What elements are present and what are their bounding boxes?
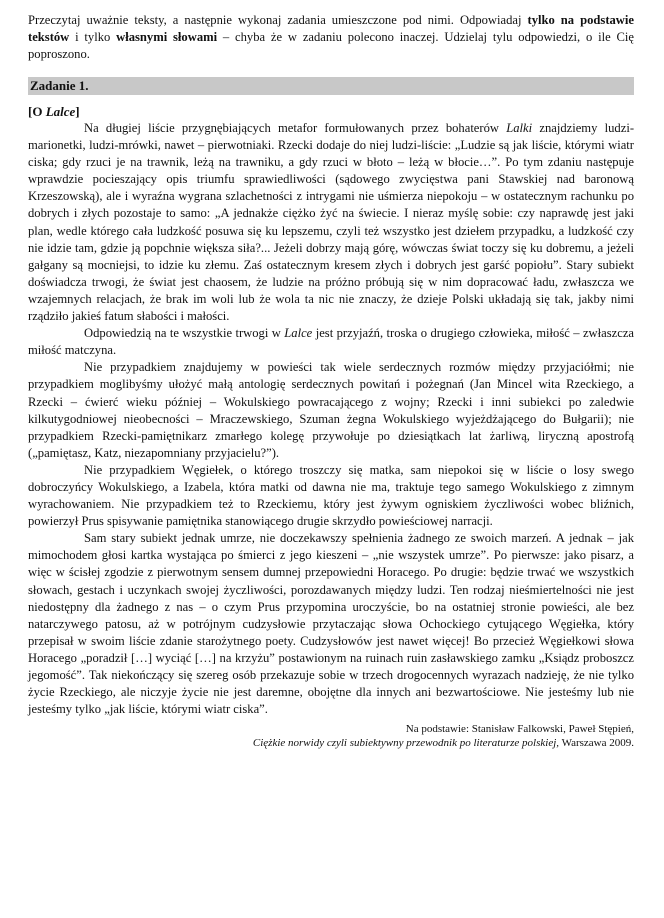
paragraph-2-work: Lalce (284, 326, 313, 341)
article-title (28, 103, 634, 120)
source-place-year: Warszawa 2009. (559, 737, 634, 750)
source-book-title: Ciężkie norwidy czyli subiektywny przewodnik po literaturze polskiej, (252, 737, 560, 750)
paragraph-2-b: jest przyjaźń, troska o drugiego człowieka, miłość – zwłaszcza miłość matczyna. (28, 326, 634, 358)
article-title-work: Lalce (45, 104, 76, 119)
paragraph-1-b: znajdziemy ludzi-marionetki, ludzi-mrówki, nawet – pierwotniaki. Rzecki dodaje do niej ludzi-liście: „Ludzie są jak liście, którymi wiatr ciska; gdy rzuci je na trawnik, leżą na trawniku, a gdy rzuci w błoto – leżą w błocie…”. Po tym zdaniu następuje wprawdzie pocieszający opis triumfu sprawiedliwości (sądowego zwycięstwa pani Stawskiej nad baronową Krzeszowską), ale i wyraźna wygrana szlachetności z intrygami nie uśmierza niepokoju – w ostatecznym rachunku po dobrych i złych pozostaje to samo: „A jednakże ciężko żyć na świecie. I nieraz myślę sobie: czy naprawdę jest jaki plan, wedle którego cała ludzkość posuwa się ku lepszemu, czyli też wszystko jest dziełem przypadku, a ludzkość czy nie idzie tam, gdzie ją popchnie większa siła?... Jeżeli dobrzy mają górę, wówczas świat toczy się ku dobremu, a jeżeli gałgany są mocniejsi, to idzie ku złemu. Zaś ostatecznym kresem złych i dobrych jest garść popiołu”. Stary subiekt doświadcza trwogi, że świat jest chaosem, że ludzie na próżno próbują się w nim dopracować ładu, zwłaszcza we wzajemnych relacjach, że brak im woli lub że wola ta nic nie znaczy, że dzieje Polski układają się tak, jakby nimi rządziło jakieś fatum słabości i małości. (28, 121, 635, 324)
paragraph-3: Nie przypadkiem znajdujemy w powieści tak wiele serdecznych rozmów między przyjaciółmi; nie przypadkiem moglibyśmy ułożyć małą antologię serdecznych powitań i pożegnań (Jan Mincel wita Rzeckiego, a Rzecki – ćwierć wieku później – Wokulskiego powracającego z wojny; Rzecki i inni subiekci po zaledwie kilkutygodniowej nieobecności – Mraczewskiego, Szuman żegna Wokulskiego wyjeżdżającego do Bułgarii); nie przypadkiem Rzecki-pamiętnikarz zmarłego kolegę przywołuje po dziesiątkach lat żarliwą, liryczną apostrofą („pamiętasz, Katz, niezapomniany przyjacielu?”). (28, 360, 634, 460)
paragraph-1 (28, 120, 634, 325)
paragraph-2-a: Odpowiedzią na te wszystkie trwogi w (84, 326, 285, 341)
paragraph-5: Sam stary subiekt jednak umrze, nie doczekawszy spełnienia żadnego ze swoich marzeń. A jednak – jak mimochodem głosi kartka wystająca po śmierci z jego kieszeni – „nie wszystek umrze”. Po pierwsze: jako pisarz, a więc w ścisłej zgodzie z pierwotnym sensem dumnej przepowiedni Horacego. Po drugie: będzie trwać we wszystkich słowach, gestach i uczynkach swojej życzliwości, porozdawanych między ludzi. Ten rodzaj nieśmiertelności nie jest niedostępny dla żadnego z nas – o czym Prus przypomina uroczyście, bo na ostatniej stronie powieści, ale bez natarczywego patosu, aż w potrójnym cudzysłowie przytaczając słowa Ochockiego cytującego Węgiełka, który przepisał w swoim liście zdanie starożytnego poety. Cudzysłowów jest nawet więcej! Bo przecież Węgiełkowi słowa Horacego „poradził […] wyciąć […] na krzyżu” postawionym na ruinach ruin zasławskiego zamku „Ksiądz proboszcz jegomość”. Tak niekończący się szereg osób przekazuje sobie w trzech drogocennych wyrazach nadzieję, że nie tylko życie Rzeckiego, ale niczyje życie nie jest daremne, obojętne dla innych ani bezwartościowe. Nie jesteśmy lub nie jesteśmy tylko „jak liście, którymi wiatr ciska”. (28, 531, 634, 717)
article-body (28, 120, 634, 718)
paragraph-1-a: Na długiej liście przygnębiających metafor formułowanych przez bohaterów (84, 121, 507, 135)
source-citation (28, 722, 634, 750)
task-header: Zadanie 1. (28, 77, 634, 95)
paragraph-2 (28, 325, 634, 359)
instructions (28, 12, 634, 63)
instructions-bold-2: własnymi słowami (116, 30, 218, 44)
paragraph-4: Nie przypadkiem Węgiełek, o którego troszczy się matka, sam niepokoi się w liście o losy swego dobroczyńcy Wokulskiego, a Izabela, która matki od dawna nie ma, traktuje tego samego Wokulskiego z zimnym wyrachowaniem. Nie przypadkiem też to Rzeckiemu, który jest żywym ogniskiem życzliwości wobec bliźnich, powierzył Prus spisywanie pamiętnika stanowiącego drugie skrzydło powieściowej narracji. (28, 462, 634, 529)
instructions-bold-1: tylko na podstawie tekstów (28, 13, 634, 44)
instructions-text-2: i tylko (69, 30, 117, 44)
article-title-close: ] (75, 104, 80, 119)
paragraph-1-work: Lalki (506, 121, 533, 135)
instructions-text-3: – chyba że w zadaniu polecono inaczej. Udzielaj tylu odpowiedzi, o ile Cię poproszono. (28, 30, 634, 61)
instructions-text-1: Przeczytaj uważnie teksty, a następnie wykonaj zadania umieszczone pod nimi. Odpowiadaj (28, 13, 528, 27)
source-authors: Na podstawie: Stanisław Falkowski, Paweł Stępień, (405, 723, 634, 736)
exam-page (28, 12, 634, 750)
source-book-line (28, 736, 634, 750)
article-title-open: [O (28, 104, 46, 119)
